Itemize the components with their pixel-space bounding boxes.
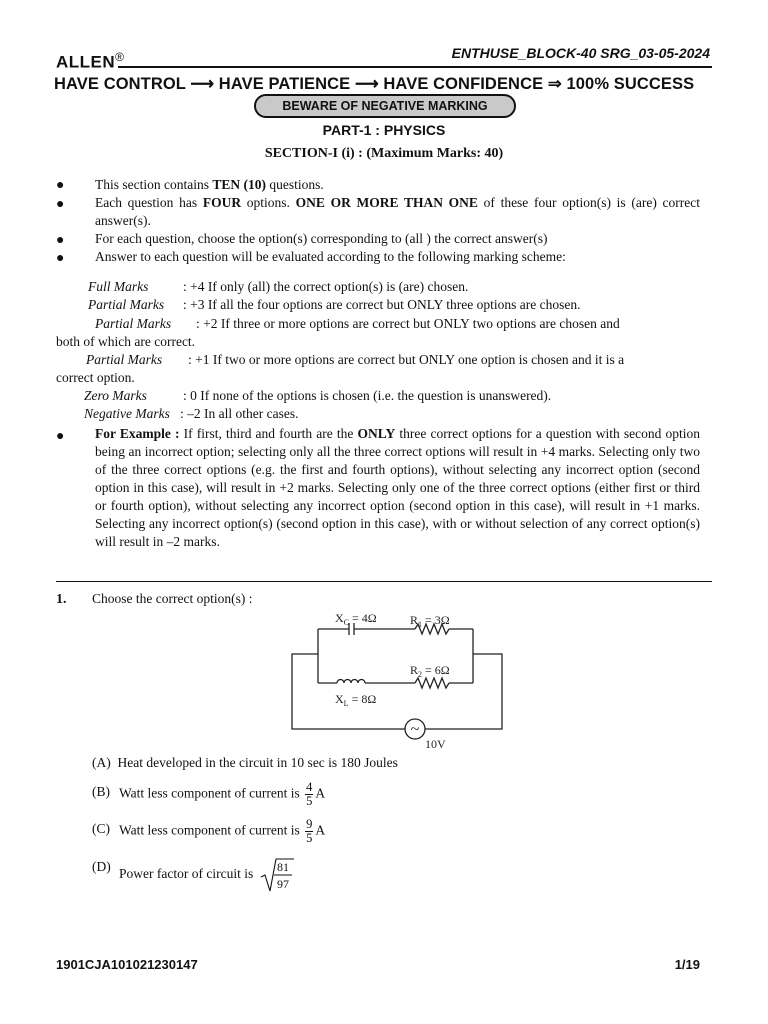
instruction-4: Answer to each question will be evaluated according to the following marking scheme:	[95, 249, 566, 264]
zero-marks-text: : 0 If none of the options is chosen (i.e. the question is unanswered).	[183, 388, 552, 403]
negative-marking-badge: BEWARE OF NEGATIVE MARKING	[254, 94, 516, 118]
partial1-text: : +1 If two or more options are correct but ONLY one option is chosen and it is a	[188, 352, 625, 367]
bullet-icon: ●	[56, 251, 65, 266]
question-number: 1.	[56, 592, 67, 607]
question-text: Choose the correct option(s) :	[92, 591, 253, 606]
circuit-diagram	[285, 605, 510, 750]
part-title: PART-1 : PHYSICS	[322, 122, 446, 138]
batch-code: ENTHUSE_BLOCK-40 SRG_03-05-2024	[451, 45, 710, 61]
option-b[interactable]: Watt less component of current is $\frac{4}{5}$ A	[119, 780, 326, 808]
partial3-label: Partial Marks	[88, 297, 165, 312]
example-paragraph: For Example : If first, third and fourth are the ONLY three correct options for a question with second option being an incorrect option; selecting only all the three correct options will result in +4 marks. Selecting only two of the three correct options (e.g. the first and fourth options), without selecting any incorrect option (second option in this case), will result in +2 marks. Selecting only one of the three correct options (either first or third or fourth option), without selecting any incorrect option (second option in this case), will result in +1 marks. Selecting any incorrect option(s) (second option in this case), with or without selection of any correct option(s) will result in –2 marks.	[95, 426, 700, 549]
option-d-label[interactable]: (D)	[92, 859, 111, 874]
partial2-label: Partial Marks	[95, 316, 172, 331]
ac-source-icon: ~	[410, 721, 420, 738]
paper-code: 1901CJA101021230147	[56, 957, 198, 972]
xl-label: $X_L = 8\Omega$	[335, 692, 377, 708]
option-b-label[interactable]: (B)	[92, 784, 110, 799]
full-marks-text: : +4 If only (all) the correct option(s) is (are) chosen.	[183, 279, 469, 294]
r2-label: $R_2 = 6\Omega$	[410, 663, 450, 679]
header-rule	[118, 66, 712, 68]
svg-text:97: 97	[276, 877, 289, 891]
full-marks-label: Full Marks	[88, 279, 149, 294]
option-c-label[interactable]: (C)	[92, 821, 110, 836]
xc-label: $X_C = 4\Omega$	[335, 611, 377, 627]
partial2-text: : +2 If three or more options are correct but ONLY two options are chosen and	[196, 316, 620, 331]
svg-text:81: 81	[276, 860, 289, 874]
instruction-2: Each question has FOUR options. ONE OR MORE THAN ONE of these four option(s) is (are) correct answer(s).	[95, 195, 700, 228]
instruction-3: For each question, choose the option(s) corresponding to (all ) the correct answer(s)	[95, 231, 548, 246]
page-number: 1/19	[674, 957, 700, 972]
fraction: $\frac{4}{5}$	[306, 780, 313, 808]
square-root-icon	[259, 857, 295, 893]
bullet-icon: ●	[56, 197, 65, 212]
instruction-1: This section contains TEN (10) questions.	[95, 177, 324, 192]
bullet-icon: ●	[56, 233, 65, 248]
option-a[interactable]: (A) Heat developed in the circuit in 10 sec is 180 Joules	[92, 755, 398, 770]
option-d[interactable]: Power factor of circuit is 81 97	[119, 857, 295, 893]
option-c[interactable]: Watt less component of current is $\frac{9}{5}$ A	[119, 817, 326, 845]
negative-marks-label: Negative Marks	[84, 406, 170, 421]
section-title: SECTION-I (i) : (Maximum Marks: 40)	[264, 146, 504, 161]
partial1-label: Partial Marks	[86, 352, 163, 367]
fraction: $\frac{9}{5}$	[306, 817, 313, 845]
partial2-cont: both of which are correct.	[56, 334, 196, 349]
zero-marks-label: Zero Marks	[84, 388, 147, 403]
source-voltage: 10V	[425, 737, 446, 750]
partial1-cont: correct option.	[56, 370, 135, 385]
partial3-text: : +3 If all the four options are correct but ONLY three options are chosen.	[183, 297, 581, 312]
bullet-icon: ●	[56, 429, 65, 444]
allen-logo: ALLEN®	[56, 50, 125, 72]
r1-label: $R_1 = 3\Omega$	[410, 613, 450, 629]
negative-marks-text: : –2 In all other cases.	[180, 406, 299, 421]
bullet-icon: ●	[56, 178, 65, 193]
section-divider	[56, 581, 712, 582]
motto: HAVE CONTROL ⟶ HAVE PATIENCE ⟶ HAVE CONFIDENCE ⇒ 100% SUCCESS	[54, 75, 695, 93]
